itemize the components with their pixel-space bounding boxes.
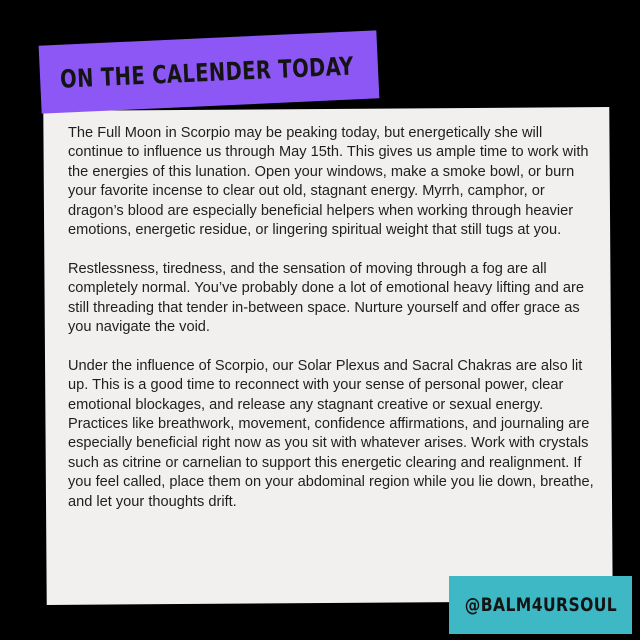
page-title: ON THE CALENDER TODAY xyxy=(59,50,355,94)
social-handle: @BALM4URSOUL xyxy=(464,594,617,616)
title-banner xyxy=(39,30,380,113)
handle-badge xyxy=(449,576,632,634)
paragraph-chakras: Under the influence of Scorpio, our Solar Plexus and Sacral Chakras are also lit up. This is a good time to reconnect with your sense of personal power, clear emotional blockages, and release any stagnant creative or sexual energy. Practices like breathwork, movement, confidence affirmations, and journaling are especially beneficial right now as you sit with whatever arises. Work with crystals such as citrine or carnelian to support this energetic clearing and realignment. If you feel called, place them on your abdominal region while you lie down, breathe, and let your thoughts drift. xyxy=(68,357,594,510)
body-text xyxy=(68,124,596,531)
paragraph-restlessness: Restlessness, tiredness, and the sensation of moving through a fog are all completely normal. You’ve probably done a lot of emotional heavy lifting and are still threading that tender in-between space. Nurture yourself and offer grace as you navigate the void. xyxy=(68,260,584,336)
paragraph-full-moon: The Full Moon in Scorpio may be peaking today, but energetically she will continue to influence us through May 15th. This gives us ample time to work with the energies of this lunation. Open your windows, make a smoke bowl, or burn your favorite incense to clear out old, stagnant energy. Myrrh, camphor, or dragon’s blood are especially beneficial helpers when working through heavier emotions, energetic residue, or lingering spiritual weight that still tugs at you. xyxy=(68,125,589,239)
